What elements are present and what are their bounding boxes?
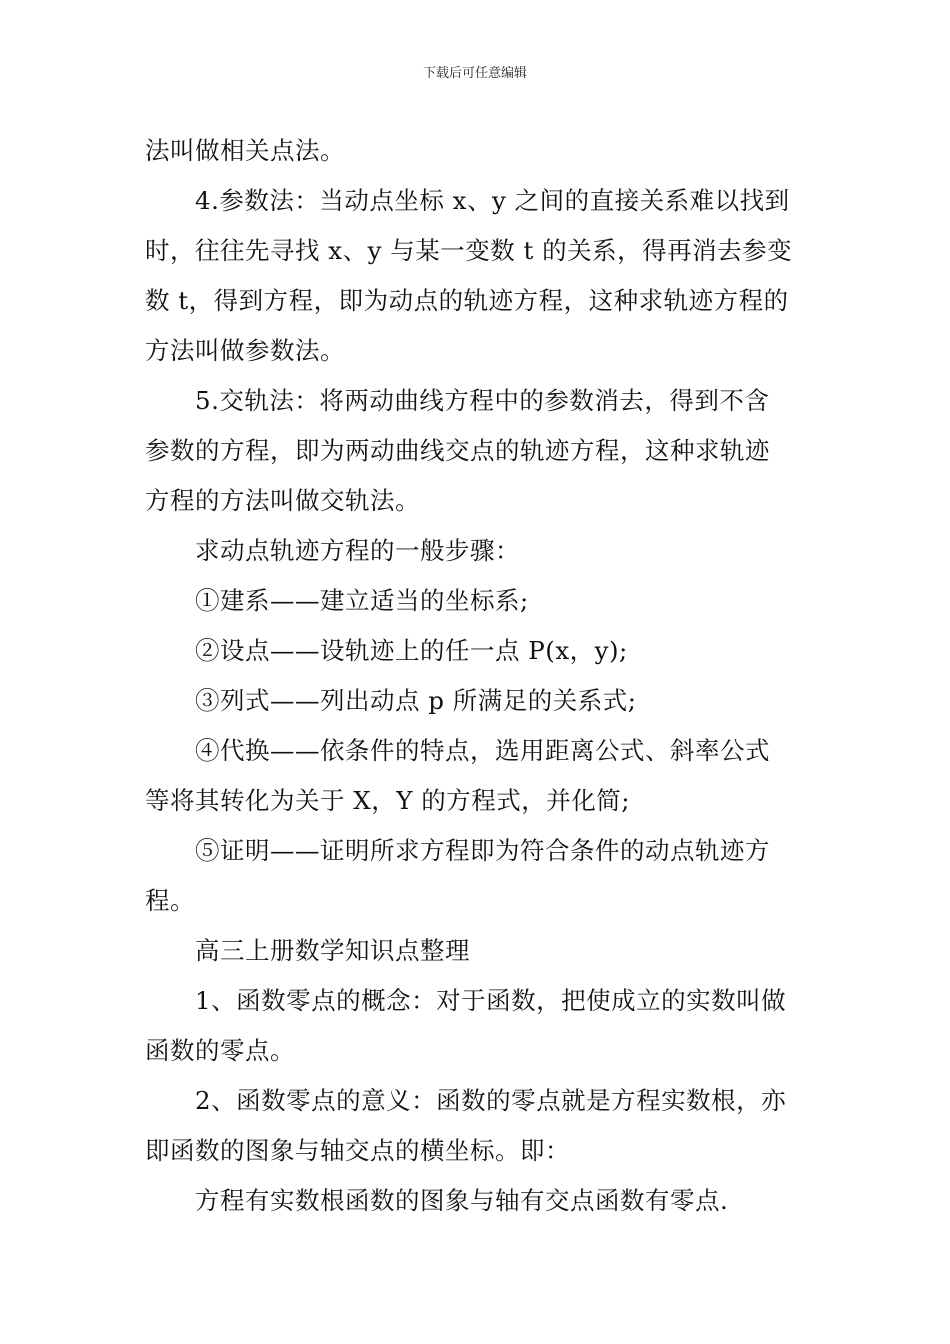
text-line: 时，往往先寻找 x、y 与某一变数 t 的关系，得再消去参变	[145, 236, 793, 265]
text-line: 等将其转化为关于 X，Y 的方程式，并化简;	[145, 786, 630, 815]
text-line: 方程有实数根函数的图象与轴有交点函数有零点.	[195, 1186, 729, 1215]
text-line: 函数的零点。	[145, 1036, 295, 1065]
text-line: 2、函数零点的意义：函数的零点就是方程实数根，亦	[195, 1086, 787, 1115]
text-line: ①建系——建立适当的坐标系;	[195, 586, 529, 615]
text-line: 1、函数零点的概念：对于函数，把使成立的实数叫做	[195, 986, 787, 1015]
text-line: 参数的方程，即为两动曲线交点的轨迹方程，这种求轨迹	[145, 436, 770, 465]
text-line: 方法叫做参数法。	[145, 336, 345, 365]
text-line: 5.交轨法：将两动曲线方程中的参数消去，得到不含	[195, 386, 770, 415]
text-line: ②设点——设轨迹上的任一点 P(x，y);	[195, 636, 628, 665]
text-line: ④代换——依条件的特点，选用距离公式、斜率公式	[195, 736, 770, 765]
text-line: 即函数的图象与轴交点的横坐标。即：	[145, 1136, 570, 1165]
text-line: 4.参数法：当动点坐标 x、y 之间的直接关系难以找到	[195, 186, 790, 215]
section-heading: 高三上册数学知识点整理	[195, 936, 470, 965]
text-line: ③列式——列出动点 p 所满足的关系式;	[195, 686, 637, 715]
document-body	[145, 126, 810, 1226]
text-line: 法叫做相关点法。	[145, 136, 345, 165]
text-line: ⑤证明——证明所求方程即为符合条件的动点轨迹方	[195, 836, 770, 865]
page-header: 下载后可任意编辑	[422, 66, 527, 81]
text-line: 求动点轨迹方程的一般步骤：	[195, 536, 520, 565]
text-line: 方程的方法叫做交轨法。	[145, 486, 420, 515]
text-line: 程。	[145, 886, 195, 915]
text-line: 数 t，得到方程，即为动点的轨迹方程，这种求轨迹方程的	[145, 286, 789, 315]
